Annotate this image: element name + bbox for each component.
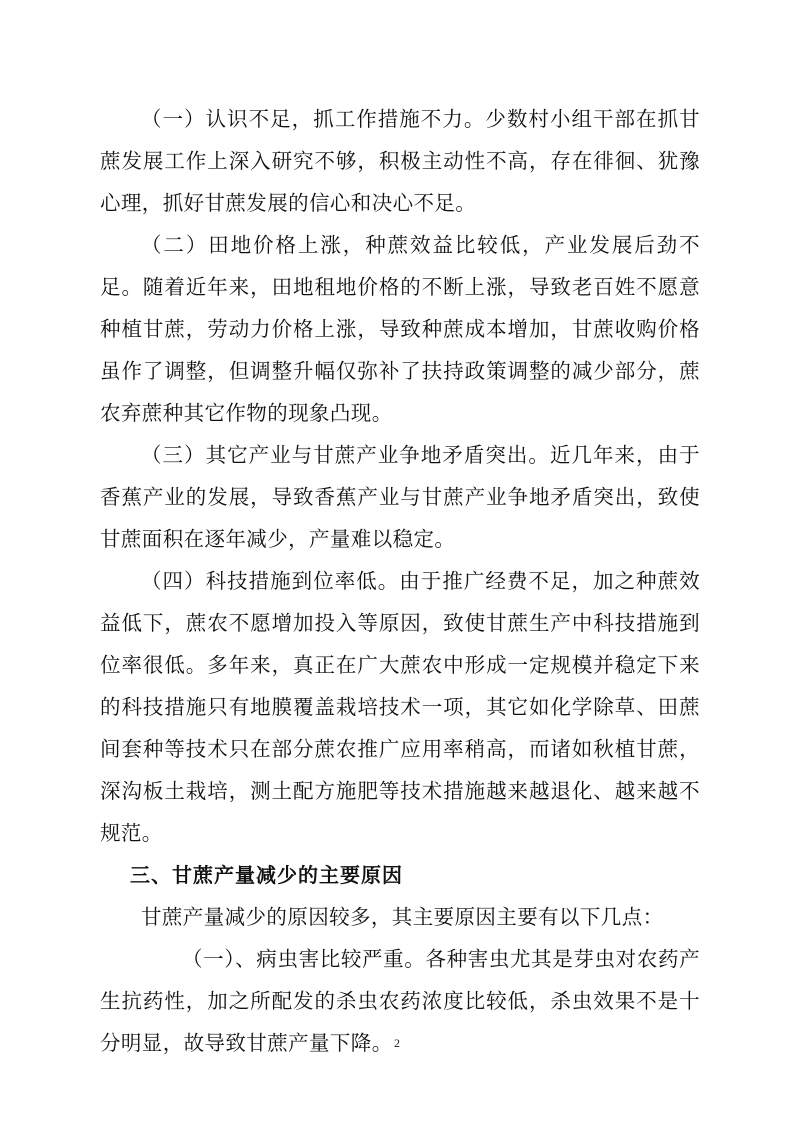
paragraph-intro: 甘蔗产量减少的原因较多，其主要原因主要有以下几点： [141, 905, 664, 929]
paragraph-pest-disease: （一）、病虫害比较严重。各种害虫尤其是芽虫对农药产生抗药性，加之所配发的杀虫农药浓度比较低，杀虫效果不是十分明显，故导致甘蔗产量下降。 [100, 947, 700, 1055]
document-body [100, 98, 700, 1064]
section-heading: 三、甘蔗产量减少的主要原因 [130, 863, 403, 887]
paragraph-land-price-rise: （二）田地价格上涨，种蔗效益比较低，产业发展后劲不足。随着近年来，田地租地价格的不断上涨，导致老百姓不愿意种植甘蔗，劳动力价格上涨，导致种蔗成本增加，甘蔗收购价格虽作了调整，但调整升幅仅弥补了扶持政策调整的减少部分，蔗农弃蔗种其它作物的现象凸现。 [100, 233, 700, 425]
paragraph-tech-measures: （四）科技措施到位率低。由于推广经费不足，加之种蔗效益低下，蔗农不愿增加投入等原因，致使甘蔗生产中科技措施到位率很低。多年来，真正在广大蔗农中形成一定规模并稳定下来的科技措施只有地膜覆盖栽培技术一项，其它如化学除草、田蔗间套种等技术只在部分蔗农推广应用率稍高，而诸如秋植甘蔗，深沟板土栽培，测土配方施肥等技术措施越来越退化、越来越不规范。 [100, 569, 700, 845]
paragraph-insufficient-awareness: （一）认识不足，抓工作措施不力。少数村小组干部在抓甘蔗发展工作上深入研究不够，积极主动性不高，存在徘徊、犹豫心理，抓好甘蔗发展的信心和决心不足。 [100, 107, 700, 215]
paragraph-land-competition: （三）其它产业与甘蔗产业争地矛盾突出。近几年来，由于香蕉产业的发展，导致香蕉产业与甘蔗产业争地矛盾突出，致使甘蔗面积在逐年减少，产量难以稳定。 [100, 443, 700, 551]
page-number: 2 [394, 1036, 400, 1050]
